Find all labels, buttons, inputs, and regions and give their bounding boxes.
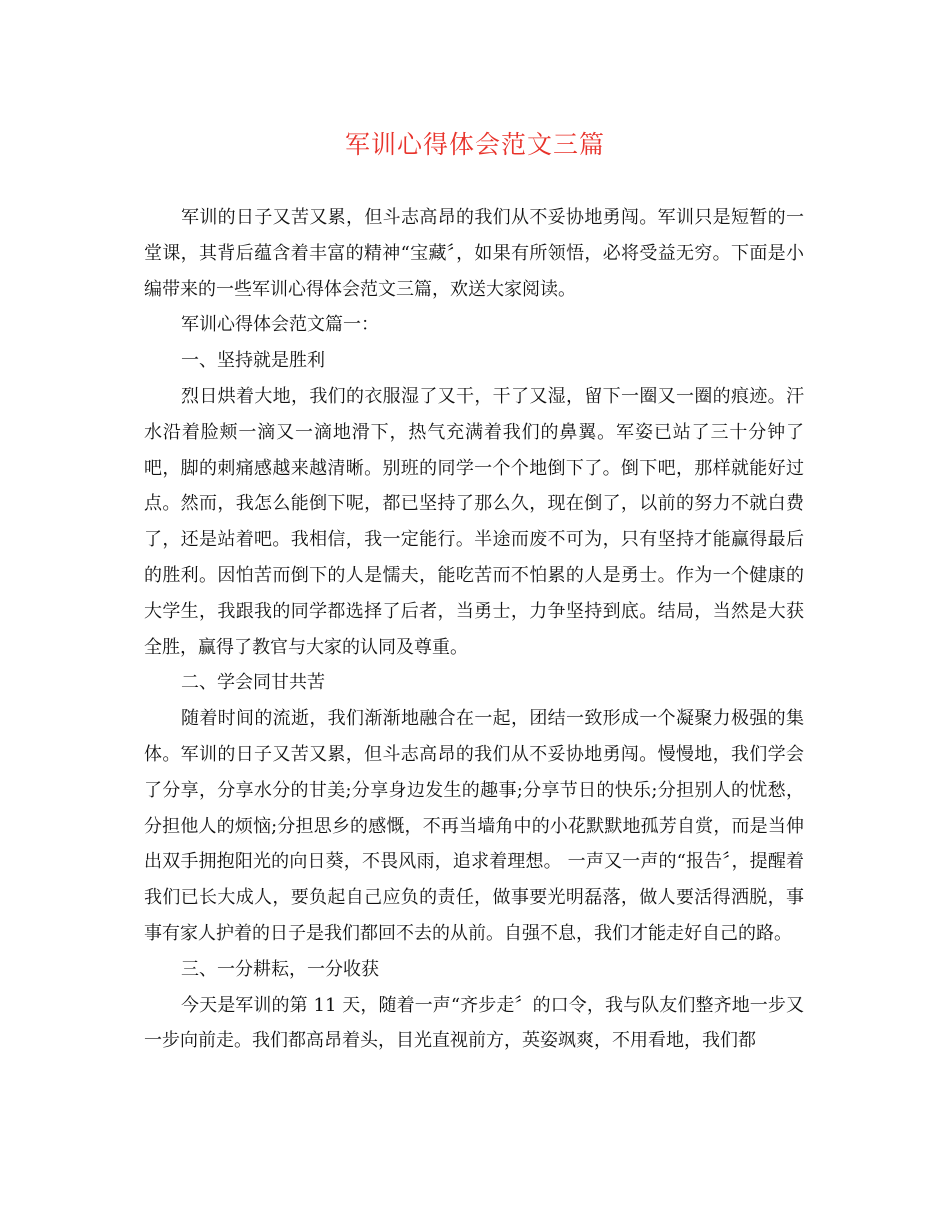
- subheading-effort-reward: 三、一分耕耘，一分收获: [181, 958, 379, 980]
- paragraph-effort-reward: 今天是军训的第 11 天，随着一声“齐步走〞的口令，我与队友们整齐地一步又一步向前走。我们都高昂着头，目光直视前方，英姿飒爽，不用看地，我们都: [144, 994, 804, 1052]
- paragraph-share-hardship: 随着时间的流逝，我们渐渐地融合在一起，团结一致形成一个凝聚力极强的集体。军训的日子又苦又累，但斗志高昂的我们从不妥协地勇闯。慢慢地，我们学会了分享，分享水分的甘美;分享身边发生的趣事;分享节日的快乐;分担别人的忧愁，分担他人的烦恼;分担思乡的感慨，不再当墙角中的小花默默地孤芳自赏，而是当伸出双手拥抱阳光的向日葵，不畏风雨，追求着理想。 一声又一声的“报告〞，提醒着我们已长大成人，要负起自己应负的责任，做事要光明磊落，做人要活得洒脱，事事有家人护着的日子是我们都回不去的从前。自强不息，我们才能走好自己的路。: [144, 708, 804, 944]
- document-title: 军训心得体会范文三篇: [344, 130, 605, 159]
- subheading-share-hardship: 二、学会同甘共苦: [181, 672, 325, 694]
- subheading-persistence: 一、坚持就是胜利: [181, 350, 325, 372]
- intro-paragraph: 军训的日子又苦又累，但斗志高昂的我们从不妥协地勇闯。军训只是短暂的一堂课，其背后蕴含着丰富的精神“宝藏〞，如果有所领悟，必将受益无穷。下面是小编带来的一些军训心得体会范文三篇，欢送大家阅读。: [144, 207, 804, 300]
- section-heading-article-one: 军训心得体会范文篇一：: [181, 314, 379, 336]
- paragraph-persistence: 烈日烘着大地，我们的衣服湿了又干，干了又湿，留下一圈又一圈的痕迹。汗水沿着脸颊一滴又一滴地滑下，热气充满着我们的鼻翼。军姿已站了三十分钟了吧，脚的刺痛感越来越清晰。别班的同学一个个地倒下了。倒下吧，那样就能好过点。然而，我怎么能倒下呢，都已坚持了那么久，现在倒了，以前的努力不就白费了，还是站着吧。我相信，我一定能行。半途而废不可为，只有坚持才能赢得最后的胜利。因怕苦而倒下的人是懦夫，能吃苦而不怕累的人是勇士。作为一个健康的大学生，我跟我的同学都选择了后者，当勇士，力争坚持到底。结局，当然是大获全胜，赢得了教官与大家的认同及尊重。: [144, 385, 804, 658]
- document-body: [144, 200, 804, 1059]
